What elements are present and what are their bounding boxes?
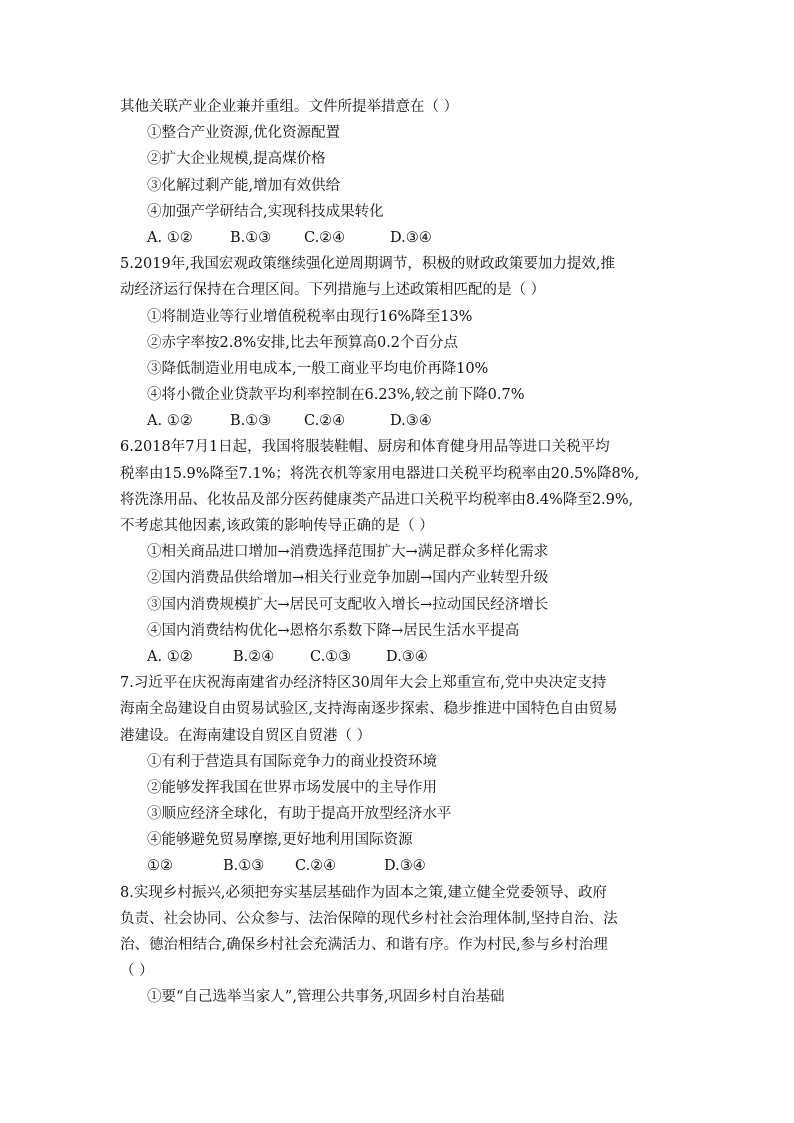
q4-choices bbox=[120, 225, 686, 251]
q8-stem-line-3: 治、德治相结合,确保乡村社会充满活力、和谐有序。作为村民,参与乡村治理 bbox=[120, 937, 608, 953]
q5-option-1: ①将制造业等行业增值税税率由现行16%降至13% bbox=[147, 308, 473, 325]
q4-stem: 其他关联产业企业兼并重组。文件所提举措意在（ ） bbox=[120, 99, 459, 115]
q4-choice-d: D.③④ bbox=[390, 229, 432, 246]
q7-choices bbox=[120, 853, 686, 879]
q5-choice-a: A. ①② bbox=[147, 413, 193, 430]
q6-choice-b: B.②④ bbox=[233, 648, 275, 665]
q5-stem-line-1: 5.2019年,我国宏观政策继续强化逆周期调节，积极的财政政策要加力提效,推 bbox=[120, 256, 615, 273]
q5-choice-b: B.①③ bbox=[230, 413, 272, 430]
q8-stem-line-2: 负责、社会协同、公众参与、法治保障的现代乡村社会治理体制,坚持自治、法 bbox=[120, 910, 618, 927]
q8-option-1: ①要“自己选举当家人”,管理公共事务,巩固乡村自治基础 bbox=[147, 989, 505, 1006]
q5-option-2: ②赤字率按2.8%安排,比去年预算高0.2个百分点 bbox=[147, 334, 459, 351]
q6-choice-a: A. ①② bbox=[147, 648, 193, 665]
q6-choice-c: C.①③ bbox=[310, 648, 352, 665]
q8-stem-line-4: （ ） bbox=[120, 963, 154, 980]
q6-option-4: ④国内消费结构优化→恩格尔系数下降→居民生活水平提高 bbox=[147, 622, 520, 639]
q7-choice-c: C.②④ bbox=[295, 858, 337, 875]
q4-choice-c: C.②④ bbox=[304, 229, 346, 246]
q6-choice-d: D.③④ bbox=[386, 648, 428, 665]
q5-option-4: ④将小微企业贷款平均利率控制在6.23%,较之前下降0.7% bbox=[147, 387, 525, 404]
q6-stem-line-2: 税率由15.9%降至7.1%；将洗衣机等家用电器进口关税平均税率由20.5%降8%, bbox=[120, 465, 640, 482]
q5-choice-c: C.②④ bbox=[304, 413, 346, 430]
q6-choices bbox=[120, 644, 686, 670]
q7-option-4: ④能够避免贸易摩擦,更好地利用国际资源 bbox=[147, 832, 413, 849]
q6-stem-line-3: 将洗涤用品、化妆品及部分医药健康类产品进口关税平均税率由8.4%降至2.9%, bbox=[120, 491, 634, 508]
q7-option-1: ①有利于营造具有国际竞争力的商业投资环境 bbox=[147, 753, 437, 770]
q7-stem-line-1: 7.习近平在庆祝海南建省办经济特区30周年大会上郑重宣布,党中央决定支持 bbox=[120, 675, 607, 692]
q6-stem-line-4: 不考虑其他因素,该政策的影响传导正确的是（ ） bbox=[120, 518, 434, 534]
q7-option-2: ②能够发挥我国在世界市场发展中的主导作用 bbox=[147, 779, 437, 796]
q6-stem-line-1: 6.2018年7月1日起，我国将服装鞋帽、厨房和体育健身用品等进口关税平均 bbox=[120, 439, 610, 456]
q8-stem-line-1: 8.实现乡村振兴,必须把夯实基层基础作为固本之策,建立健全党委领导、政府 bbox=[120, 884, 608, 901]
q7-choice-a: ①② bbox=[147, 858, 173, 875]
q4-choice-a: A. ①② bbox=[147, 229, 193, 246]
q7-option-3: ③顺应经济全球化，有助于提高开放型经济水平 bbox=[147, 806, 452, 823]
q4-option-1: ①整合产业资源,优化资源配置 bbox=[147, 125, 341, 142]
q4-option-3: ③化解过剩产能,增加有效供给 bbox=[147, 177, 341, 194]
q7-choice-d: D.③④ bbox=[384, 858, 426, 875]
q5-choices bbox=[120, 408, 686, 434]
exam-page bbox=[120, 94, 686, 1011]
q7-stem-line-2: 海南全岛建设自由贸易试验区,支持海南逐步探索、稳步推进中国特色自由贸易 bbox=[120, 701, 618, 718]
q5-option-3: ③降低制造业用电成本,一般工商业平均电价再降10% bbox=[147, 360, 489, 377]
q4-option-4: ④加强产学研结合,实现科技成果转化 bbox=[147, 203, 384, 220]
q5-choice-d: D.③④ bbox=[390, 413, 432, 430]
q6-option-1: ①相关商品进口增加→消费选择范围扩大→满足群众多样化需求 bbox=[147, 544, 549, 561]
q6-option-2: ②国内消费品供给增加→相关行业竞争加剧→国内产业转型升级 bbox=[147, 570, 549, 587]
q5-stem-line-2: 动经济运行保持在合理区间。下列措施与上述政策相匹配的是（ ） bbox=[120, 282, 546, 299]
q7-choice-b: B.①③ bbox=[223, 858, 265, 875]
q6-option-3: ③国内消费规模扩大→居民可支配收入增长→拉动国民经济增长 bbox=[147, 596, 549, 613]
q7-stem-line-3: 港建设。在海南建设自贸区自贸港（ ） bbox=[120, 727, 372, 744]
q4-choice-b: B.①③ bbox=[230, 229, 272, 246]
q4-option-2: ②扩大企业规模,提高煤价格 bbox=[147, 151, 326, 168]
